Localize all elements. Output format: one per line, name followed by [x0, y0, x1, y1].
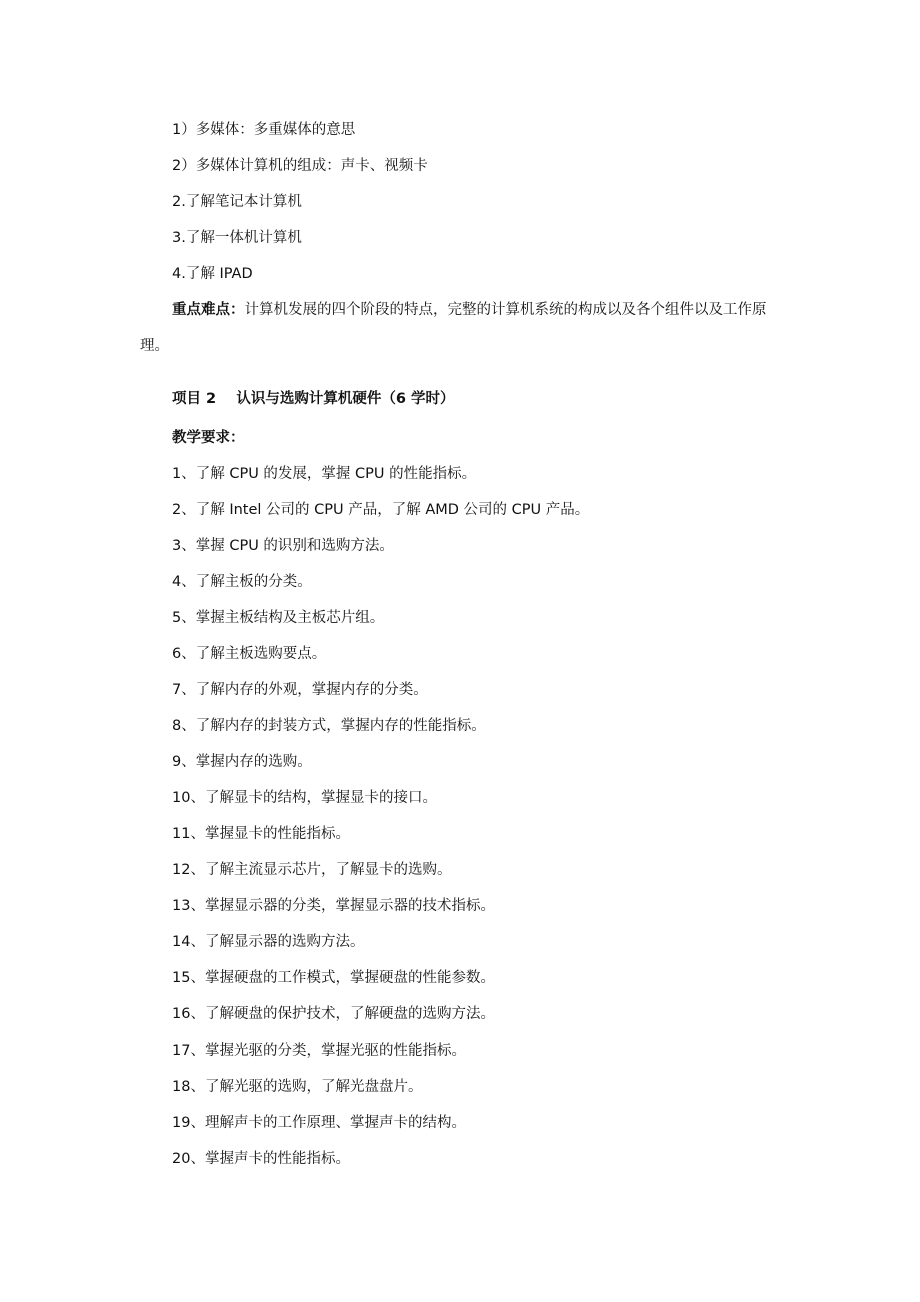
intro-line: 3.了解一体机计算机	[172, 230, 302, 246]
requirement-item: 5、掌握主板结构及主板芯片组。	[172, 610, 385, 626]
requirement-item: 2、了解 Intel 公司的 CPU 产品，了解 AMD 公司的 CPU 产品。	[172, 502, 590, 518]
intro-line: 2.了解笔记本计算机	[172, 194, 302, 210]
key-points-paragraph	[140, 292, 795, 364]
requirement-item: 4、了解主板的分类。	[172, 574, 312, 590]
requirement-item: 7、了解内存的外观，掌握内存的分类。	[172, 682, 428, 698]
requirement-item: 6、了解主板选购要点。	[172, 646, 327, 662]
requirement-item: 11、掌握显卡的性能指标。	[172, 826, 350, 842]
requirement-item: 15、掌握硬盘的工作模式，掌握硬盘的性能参数。	[172, 970, 495, 986]
requirement-item: 10、了解显卡的结构，掌握显卡的接口。	[172, 790, 437, 806]
requirement-item: 18、了解光驱的选购，了解光盘盘片。	[172, 1079, 423, 1095]
intro-line: 2）多媒体计算机的组成：声卡、视频卡	[172, 158, 428, 174]
requirement-item: 19、理解声卡的工作原理、掌握声卡的结构。	[172, 1115, 466, 1131]
requirement-item: 3、掌握 CPU 的识别和选购方法。	[172, 538, 394, 554]
requirement-item: 16、了解硬盘的保护技术，了解硬盘的选购方法。	[172, 1006, 495, 1022]
requirement-item: 9、掌握内存的选购。	[172, 754, 312, 770]
requirement-item: 13、掌握显示器的分类，掌握显示器的技术指标。	[172, 898, 495, 914]
intro-line: 1）多媒体：多重媒体的意思	[172, 122, 356, 138]
requirement-item: 14、了解显示器的选购方法。	[172, 934, 365, 950]
intro-line: 4.了解 IPAD	[172, 266, 253, 282]
section-title: 项目 2 认识与选购计算机硬件（6 学时）	[172, 391, 455, 407]
requirements-label: 教学要求：	[172, 430, 245, 446]
requirement-item: 17、掌握光驱的分类，掌握光驱的性能指标。	[172, 1043, 466, 1059]
requirement-item: 20、掌握声卡的性能指标。	[172, 1151, 350, 1167]
requirement-item: 12、了解主流显示芯片，了解显卡的选购。	[172, 862, 452, 878]
requirement-item: 8、了解内存的封装方式，掌握内存的性能指标。	[172, 718, 486, 734]
key-points-text: 计算机发展的四个阶段的特点，完整的计算机系统的构成以及各个组件以及工作原理。	[140, 302, 767, 354]
key-points-label: 重点难点：	[172, 302, 245, 318]
requirement-item: 1、了解 CPU 的发展，掌握 CPU 的性能指标。	[172, 466, 477, 482]
